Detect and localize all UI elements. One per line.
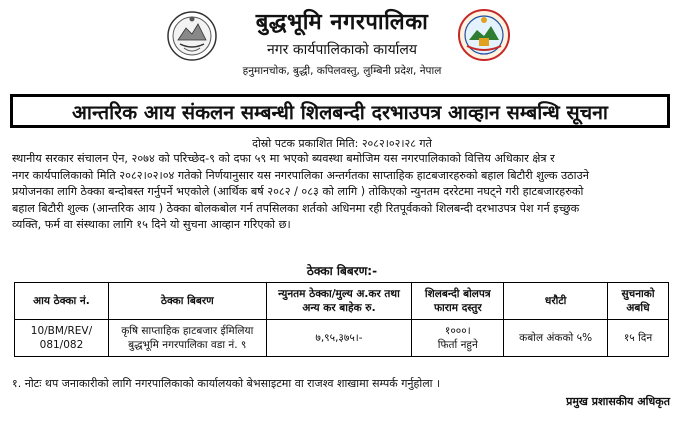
- office-name: नगर कार्यपालिकाको कार्यालय: [267, 42, 417, 58]
- header-contract-no: आय ठेक्का नं.: [15, 283, 109, 320]
- notice-body-line: व्यक्ति, फर्म वा संस्थाका लागि १५ दिने यो सुचना आव्हान गरिएको छ।: [12, 218, 291, 232]
- contract-no-line: 081/082: [39, 339, 84, 351]
- description-line: कृषि साप्ताहिक हाटबजार ईमिलिया: [121, 325, 254, 337]
- table-title: ठेक्का बिबरण:-: [306, 264, 378, 278]
- signatory-title: प्रमुख प्रशासकीय अधिकृत: [566, 395, 670, 408]
- notice-body: [12, 151, 672, 234]
- form-fee-line: १०००।: [444, 325, 471, 337]
- notice-title: आन्तरिक आय संकलन सम्बन्धी शिलबन्दी दरभाउपत्र आव्हान सम्बन्धि सूचना: [10, 94, 670, 128]
- cell-duration: १५ दिन: [608, 320, 669, 357]
- header-duration: सुचनाको अबधि: [608, 283, 669, 320]
- notice-note: १. नोटः थप जनाकारीको लागि नगरपालिकाको कार्यालयको बेभसाइटमा वा राजश्व शाखामा सम्पर्क गर्नुहोला ।: [12, 377, 441, 390]
- table-row: [15, 320, 669, 357]
- notice-body-line: स्थानीय सरकार संचालन ऐन, २०७४ को परिच्छेद-९ को दफा ५९ मा भएको ब्यवस्था बमोजिम यस नगरपालिकाको वित्तिय अधिकार क्षेत्र र: [12, 152, 555, 165]
- cell-description: [108, 320, 266, 357]
- municipality-logo-icon: [457, 8, 511, 62]
- notice-body-line: नगर कार्यपालिकाको मिति २०८२।०२।०४ गतेको निर्णयानुसार यस नगरपालिका अन्तर्गतका साप्ताहिक हाटबजारहरुको बहाल बिटौरी शुल्क उठाउने: [12, 168, 589, 182]
- notice-body-line: बहाल बिटौरी शुल्क (आन्तरिक आय ) ठेक्का बोलकबोल गर्न तपसिलका शर्तको अधिनमा रही रितपूर्वकको शिलबन्दी दरभाउपत्र पेश गर्न इच्छुक: [12, 201, 580, 215]
- form-fee-line: फिर्ता नहुने: [437, 339, 478, 351]
- office-address: हनुमानचोक, बुद्धी, कपिलवस्तु, लुम्बिनी प्रदेश, नेपाल: [242, 65, 442, 77]
- notice-body-line: प्रयोजनका लागि ठेक्का बन्दोबस्त गर्नुपर्ने भएकोले (आर्थिक बर्ष २०८२ / ०८३ को लागि ) तोकिएको न्युनतम दररेटमा नघट्ने गरी हाटबजारहरुको: [12, 185, 584, 199]
- description-line: बुद्धभूमि नगरपालिका वडा नं. ९: [128, 339, 247, 351]
- letterhead: [0, 0, 684, 88]
- cell-contract-no: [15, 320, 109, 357]
- table-header-row: [15, 283, 669, 320]
- header-form-fee: शिलबन्दी बोलपत्र फाराम दस्तुर: [412, 283, 504, 320]
- header-deposit: धरौटी: [504, 283, 608, 320]
- contract-no-line: 10/BM/REV/: [30, 325, 93, 337]
- publication-date: दोस्रो पटक प्रकाशित मिति: २०८२।०२।२८ गते: [252, 137, 432, 150]
- cell-form-fee: [412, 320, 504, 357]
- cell-deposit: कबोल अंकको ५%: [504, 320, 608, 357]
- header-min-amount: न्युनतम ठेक्का/मुल्य अ.कर तथा अन्य कर बाहेक रु.: [266, 283, 412, 320]
- header-description: ठेक्का बिबरण: [108, 283, 266, 320]
- municipality-name: बुद्धभूमि नगरपालिका: [255, 10, 429, 35]
- tender-details-table: [14, 282, 669, 357]
- cell-min-amount: ७,९५,३७५।-: [266, 320, 412, 357]
